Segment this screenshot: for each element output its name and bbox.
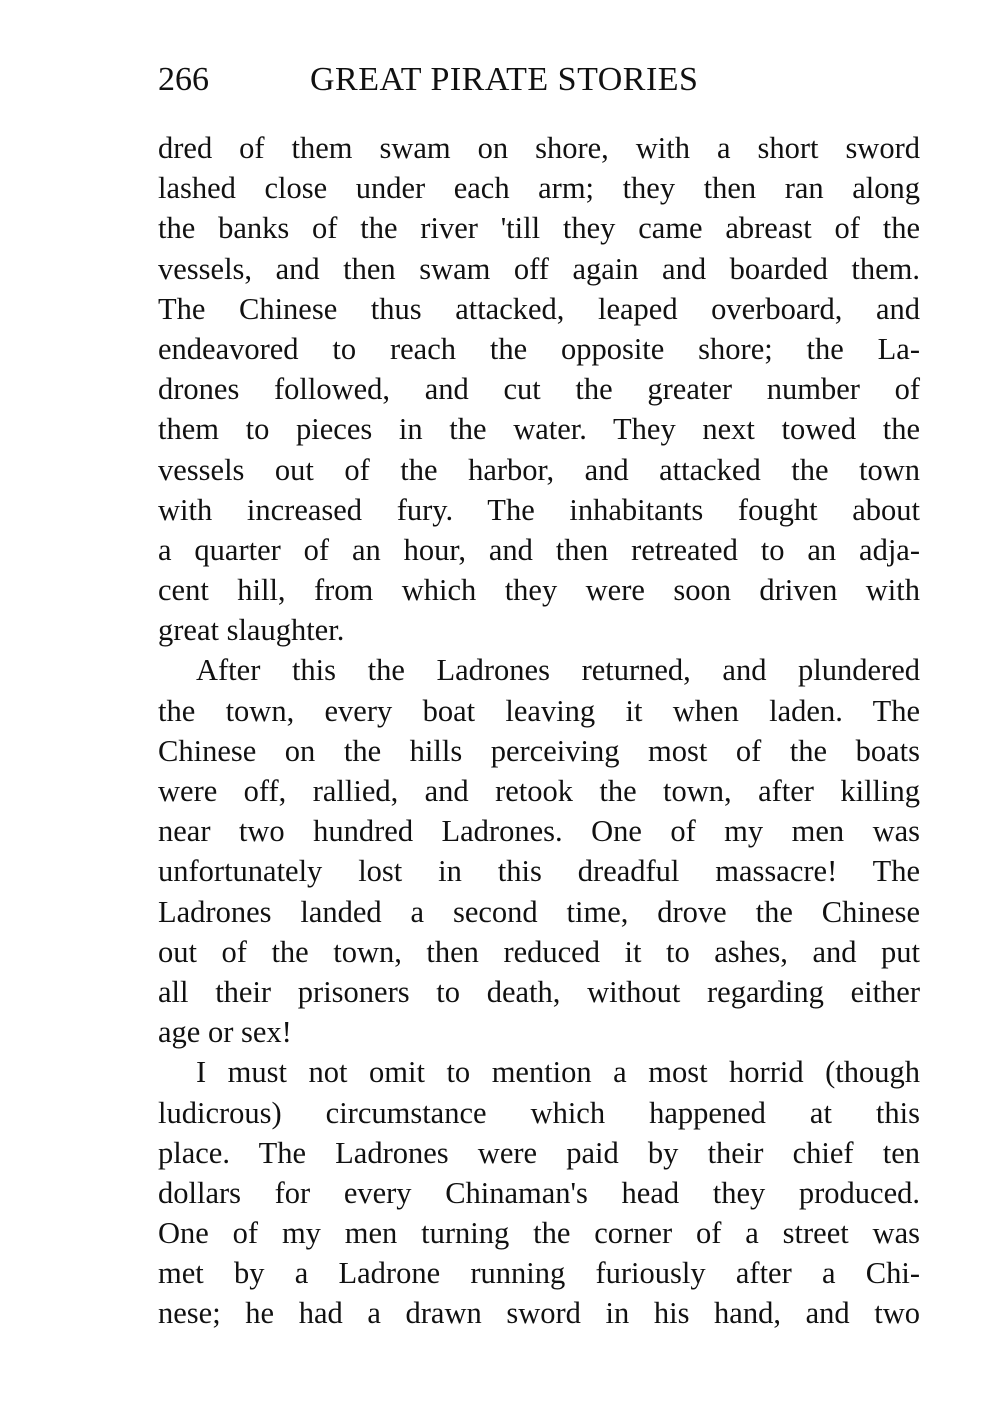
- text-line: age or sex!: [158, 1015, 292, 1050]
- text-line: the town, every boat leaving it when laden. The: [158, 693, 920, 728]
- text-line: them to pieces in the water. They next towed the: [158, 412, 920, 447]
- body-text: [158, 128, 920, 1334]
- text-line: all their prisoners to death, without regarding either: [158, 974, 920, 1009]
- text-line: with increased fury. The inhabitants fought about: [158, 492, 920, 527]
- page-number: 266: [158, 61, 209, 98]
- text-line: unfortunately lost in this dreadful massacre! The: [158, 854, 920, 889]
- text-line: were off, rallied, and retook the town, after killing: [158, 774, 920, 808]
- page-header: [158, 58, 920, 102]
- text-line: met by a Ladrone running furiously after a Chi-: [158, 1256, 920, 1291]
- text-line: out of the town, then reduced it to ashes, and put: [158, 934, 920, 969]
- text-line: lashed close under each arm; they then ran along: [158, 171, 920, 206]
- text-line: place. The Ladrones were paid by their chief ten: [158, 1135, 920, 1170]
- text-line: cent hill, from which they were soon driven with: [158, 573, 920, 608]
- text-line: dred of them swam on shore, with a short sword: [158, 131, 920, 165]
- text-line: dollars for every Chinaman's head they produced.: [158, 1175, 920, 1210]
- text-line: vessels, and then swam off again and boarded them.: [158, 251, 920, 286]
- paragraph: [158, 1052, 920, 1333]
- text-line: nese; he had a drawn sword in his hand, and two: [158, 1296, 920, 1331]
- text-line: drones followed, and cut the greater number of: [158, 372, 920, 407]
- text-line: After this the Ladrones returned, and plundered: [196, 653, 920, 688]
- text-line: Chinese on the hills perceiving most of the boats: [158, 733, 920, 768]
- text-line: I must not omit to mention a most horrid (though: [196, 1055, 920, 1090]
- text-line: vessels out of the harbor, and attacked the town: [158, 452, 920, 487]
- text-line: Ladrones landed a second time, drove the Chinese: [158, 894, 920, 929]
- text-line: the banks of the river 'till they came abreast of the: [158, 211, 920, 246]
- text-line: The Chinese thus attacked, leaped overboard, and: [158, 291, 920, 326]
- running-title: GREAT PIRATE STORIES: [310, 61, 699, 98]
- text-line: near two hundred Ladrones. One of my men was: [158, 814, 920, 849]
- text-line: a quarter of an hour, and then retreated to an adja-: [158, 532, 920, 567]
- paragraph: [158, 128, 920, 650]
- text-line: great slaughter.: [158, 613, 345, 648]
- paragraph: [158, 650, 920, 1052]
- text-line: One of my men turning the corner of a street was: [158, 1216, 920, 1251]
- text-line: endeavored to reach the opposite shore; the La-: [158, 331, 920, 366]
- text-line: ludicrous) circumstance which happened at this: [158, 1095, 920, 1130]
